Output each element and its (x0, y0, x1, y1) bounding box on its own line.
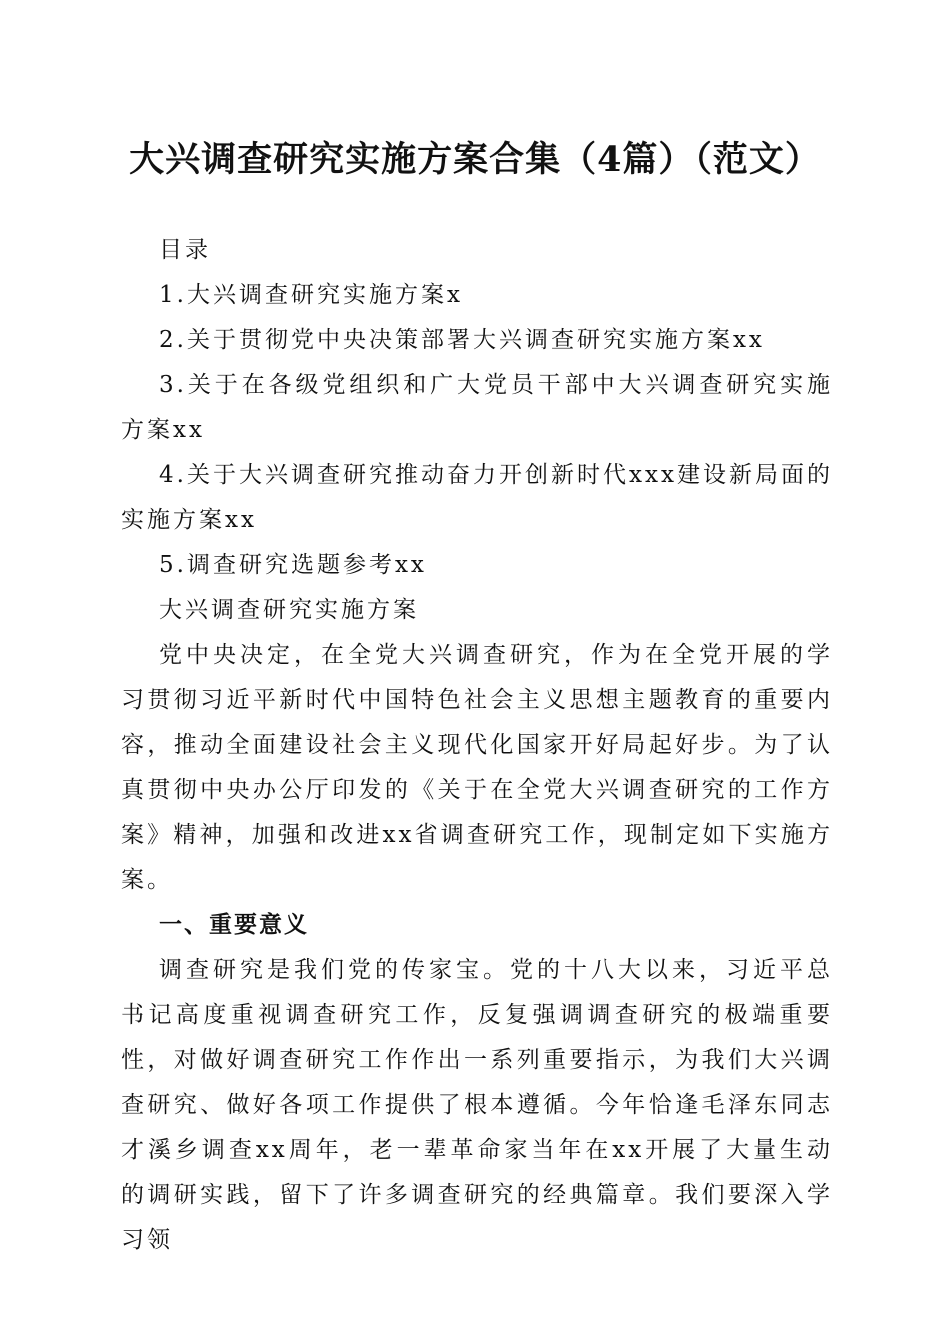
importance-paragraph: 调查研究是我们党的传家宝。党的十八大以来，习近平总书记高度重视调查研究工作，反复强调调查研究的极端重要性，对做好调查研究工作作出一系列重要指示，为我们大兴调查研究、做好各项工作提供了根本遵循。今年恰逢毛泽东同志才溪乡调查xx周年，老一辈革命家当年在xx开展了大量生动的调研实践，留下了许多调查研究的经典篇章。我们要深入学习领 (121, 957, 833, 1253)
document-body (121, 228, 833, 1263)
section-heading-importance: 一、重要意义 (159, 912, 309, 938)
toc-heading: 目录 (159, 237, 211, 263)
toc-item-1: 1.大兴调查研究实施方案x (159, 282, 463, 308)
intro-paragraph: 党中央决定，在全党大兴调查研究，作为在全党开展的学习贯彻习近平新时代中国特色社会主义思想主题教育的重要内容，推动全面建设社会主义现代化国家开好局起好步。为了认真贯彻中央办公厅印发的《关于在全党大兴调查研究的工作方案》精神，加强和改进xx省调查研究工作，现制定如下实施方案。 (121, 642, 833, 893)
document-title: 大兴调查研究实施方案合集（4篇）（范文） (129, 139, 821, 180)
toc-item-5: 5.调查研究选题参考xx (159, 552, 427, 578)
section-title: 大兴调查研究实施方案 (159, 597, 419, 623)
toc-item-3: 3.关于在各级党组织和广大党员干部中大兴调查研究实施方案xx (121, 372, 833, 443)
toc-item-2: 2.关于贯彻党中央决策部署大兴调查研究实施方案xx (159, 327, 765, 353)
toc-item-4: 4.关于大兴调查研究推动奋力开创新时代xxx建设新局面的实施方案xx (121, 462, 833, 533)
